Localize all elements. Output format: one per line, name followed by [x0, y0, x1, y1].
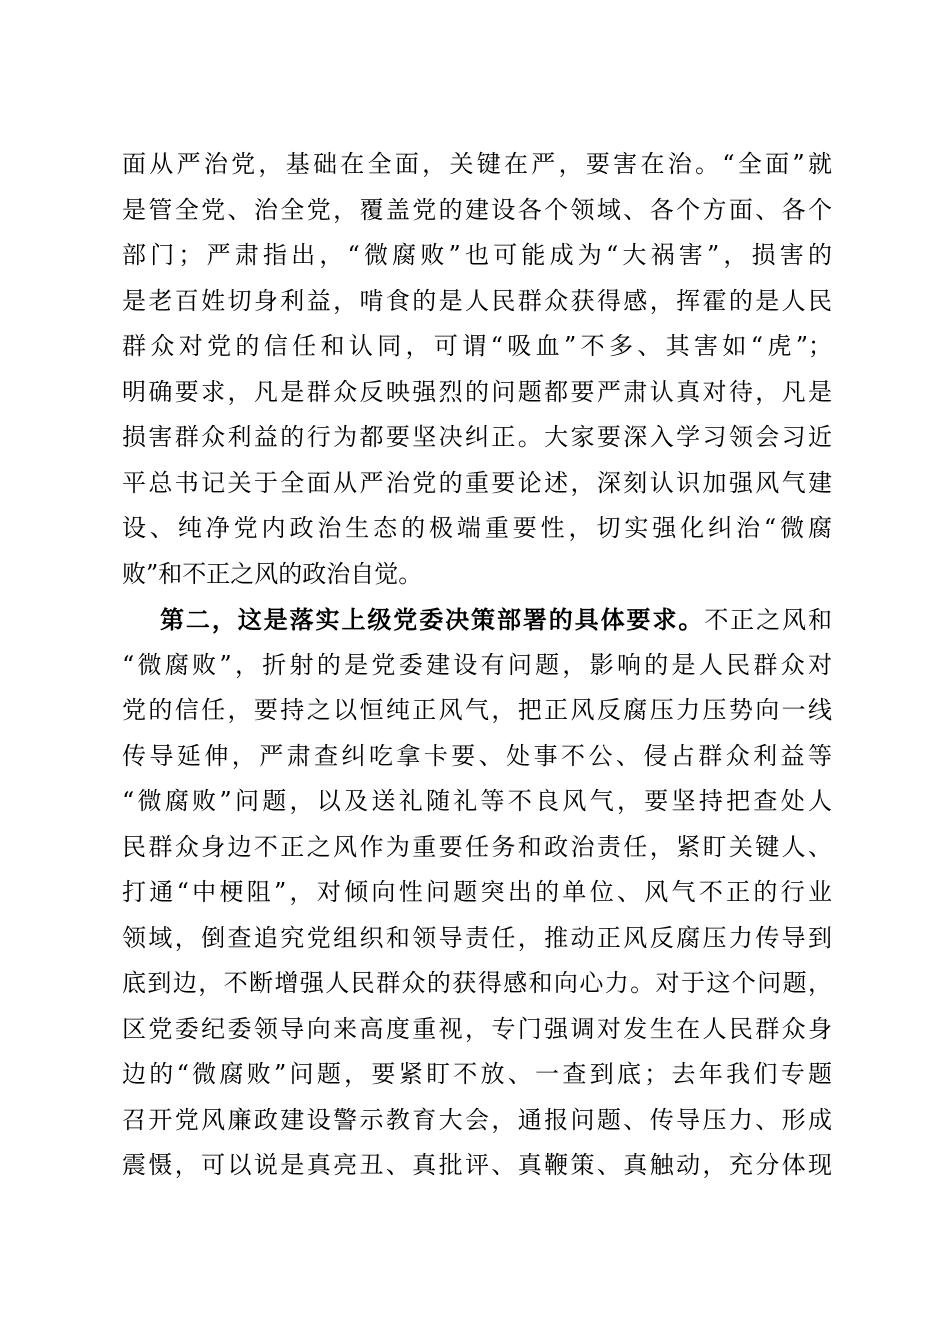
body-text — [122, 142, 832, 1189]
text-line: 损害群众利益的行为都要坚决纠正。大家要深入学习领会习近 — [122, 423, 832, 451]
paragraph-1 — [122, 142, 832, 597]
text-line: 部门；严肃指出，“微腐败”也可能成为“大祸害”，损害的 — [122, 241, 832, 269]
text-line: 败”和不正之风的政治自觉。 — [122, 559, 423, 588]
text-line: 打通“中梗阻”，对倾向性问题突出的单位、风气不正的行业 — [122, 878, 832, 906]
text-line: 平总书记关于全面从严治党的重要论述，深刻认识加强风气建 — [122, 468, 832, 497]
text-line: “微腐败”问题，以及送礼随礼等不良风气，要坚持把查处人 — [122, 787, 832, 815]
text-line: 震慑，可以说是真亮丑、真批评、真鞭策、真触动，充分体现 — [122, 1151, 832, 1179]
paragraph-2-first-line — [122, 597, 832, 643]
text-line: 是老百姓切身利益，啃食的是人民群众获得感，挥霍的是人民 — [122, 286, 832, 315]
text-line: 传导延伸，严肃查纠吃拿卡要、处事不公、侵占群众利益等 — [122, 741, 832, 770]
text-line: 群众对党的信任和认同，可谓“吸血”不多、其害如“虎”； — [122, 332, 832, 360]
text-line: 是管全党、治全党，覆盖党的建设各个领域、各个方面、各个 — [122, 195, 832, 224]
text-line: 明确要求，凡是群众反映强烈的问题都要严肃认真对待，凡是 — [122, 377, 832, 406]
text-line: 党的信任，要持之以恒纯正风气，把正风反腐压力压势向一线 — [122, 696, 832, 724]
first-line-rest: 不正之风和 — [704, 606, 833, 634]
text-line: 设、纯净党内政治生态的极端重要性，切实强化纠治“微腐 — [122, 514, 832, 542]
text-line: 面从严治党，基础在全面，关键在严，要害在治。“全面”就 — [122, 150, 832, 178]
text-line: 边的“微腐败”问题，要紧盯不放、一查到底；去年我们专题 — [122, 1060, 832, 1088]
text-line: “微腐败”，折射的是党委建设有问题，影响的是人民群众对 — [122, 650, 832, 679]
paragraph-2 — [122, 597, 832, 1189]
text-line: 区党委纪委领导向来高度重视，专门强调对发生在人民群众身 — [122, 1014, 832, 1043]
text-line: 底到边，不断增强人民群众的获得感和向心力。对于这个问题， — [122, 969, 832, 997]
text-line: 领域，倒查追究党组织和领导责任，推动正风反腐压力传导到 — [122, 923, 832, 952]
text-line: 民群众身边不正之风作为重要任务和政治责任，紧盯关键人、 — [122, 832, 832, 861]
text-line: 召开党风廉政建设警示教育大会，通报问题、传导压力、形成 — [122, 1105, 832, 1134]
paragraph-heading: 第二，这是落实上级党委决策部署的具体要求。 — [160, 605, 705, 634]
